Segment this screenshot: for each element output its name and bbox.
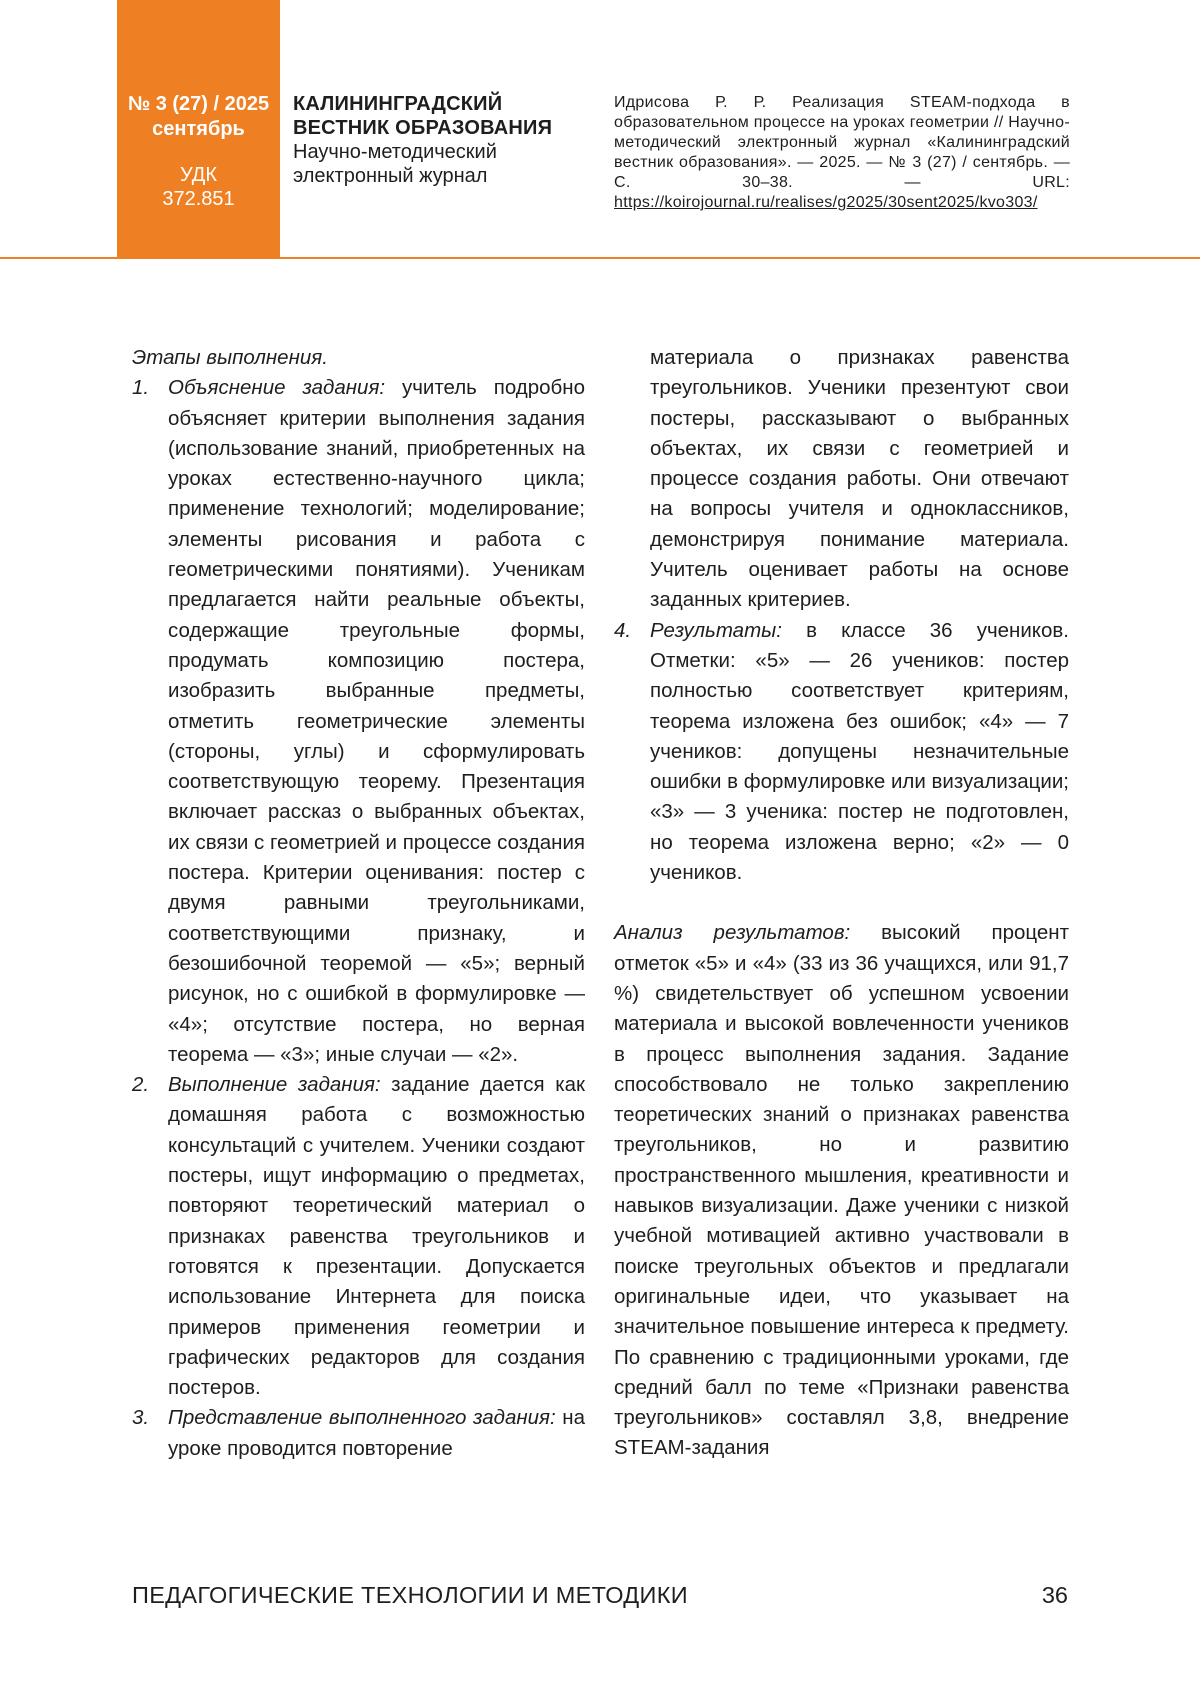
analysis-text: высокий процент отметок «5» и «4» (33 из 36 учащихся, или 91,7 %) свидетельствует об успешном усвоении материала и высокой вовлеченности учеников в процесс выполнения задания. Задание способствовало не только закреплению теоретических знаний о признаках равенства треугольников, но и развитию пространственного мышления, креативности и навыков визуализации. Даже ученики с низкой учебной мотивацией активно участвовали в поиске треугольных объектов и предлагали оригинальные идеи, что указывает на значительное повышение интереса к предмету. По сравнению с традиционными уроками, где средний балл по теме «Признаки равенства треугольников» составлял 3,8, внедрение STEAM-задания [614, 921, 1069, 1460]
issue-number: № 3 (27) / 2025 [127, 93, 270, 115]
udk-code: 372.851 [162, 188, 235, 210]
list-item-text: на уроке проводится повторение [168, 1406, 586, 1460]
page-number: 36 [1041, 1582, 1068, 1608]
journal-title-line2: ВЕСТНИК ОБРАЗОВАНИЯ [293, 117, 553, 139]
journal-subtitle-line2: электронный журнал [293, 165, 488, 187]
paragraph-gap [614, 888, 1069, 918]
stages-list [132, 373, 585, 1464]
journal-masthead [293, 92, 583, 188]
list-item [132, 1403, 585, 1464]
right-column [614, 343, 1069, 1464]
issue-badge [117, 0, 280, 258]
list-item-continuation: материала о признаках равенства треугольников. Ученики презентуют свои постеры, рассказывают о выбранных объектах, их связи с геометрией и процессе создания работы. Они отвечают на вопросы учителя и одноклассников, демонстрируя понимание материала. Учитель оценивает работы на основе заданных критериев. [650, 346, 1069, 612]
issue-month: сентябрь [152, 118, 245, 140]
list-item-number: 3. [132, 1406, 150, 1430]
list-item-label: Результаты: [650, 618, 782, 642]
list-item-text: в классе 36 учеников. Отметки: «5» — 26 учеников: постер полностью соответствует критериям, теорема изложена без ошибок; «4» — 7 учеников: допущены незначительные ошибки в формулировке или визуализации; «3» — 3 ученика: постер не подготовлен, но теорема изложена верно; «2» — 0 учеников. [650, 618, 1069, 885]
analysis-label: Анализ результатов: [614, 921, 851, 945]
list-item [132, 1070, 585, 1403]
list-item-number: 2. [132, 1073, 150, 1097]
left-column [132, 343, 585, 1464]
list-item-label: Объяснение задания: [168, 376, 386, 400]
list-item-number: 1. [132, 376, 150, 400]
stages-heading: Этапы выполнения. [132, 346, 328, 369]
analysis-paragraph [614, 918, 1069, 1463]
list-item [132, 373, 585, 1070]
citation [614, 93, 1070, 213]
list-item-label: Представление выполненного задания: [168, 1406, 556, 1430]
udk-label: УДК [179, 164, 217, 186]
journal-subtitle-line1: Научно-методический [293, 141, 497, 163]
citation-text: Идрисова Р. Р. Реализация STEAM-подхода в образовательном процессе на уроках геометрии // Научно-методический электронный журнал «Калининградский вестник образования». — 2025. — № 3 (27) / сентябрь. — С. 30–38. — URL: [614, 94, 1070, 191]
list-item-label: Выполнение задания: [168, 1073, 381, 1097]
citation-link[interactable]: https://koirojournal.ru/realises/g2025/30sent2025/kvo303/ [614, 194, 1038, 211]
footer-section-title: ПЕДАГОГИЧЕСКИЕ ТЕХНОЛОГИИ И МЕТОДИКИ [132, 1582, 688, 1608]
list-item-text: задание дается как домашняя работа с возможностью консультаций с учителем. Ученики создают постеры, ищут информацию о предметах, повторяют теоретический материал о признаках равенства треугольников и готовятся к презентации. Допускается использование Интернета для поиска примеров применения геометрии и графических редакторов для создания постеров. [168, 1073, 585, 1400]
list-item-number: 4. [614, 618, 632, 642]
header-divider [0, 257, 1200, 259]
list-item-text: учитель подробно объясняет критерии выполнения задания (использование знаний, приобретенных на уроках естественно-научного цикла; применение технологий; моделирование; элементы рисования и работа с геометрическими понятиями). Ученикам предлагается найти реальные объекты, содержащие треугольные формы, продумать композицию постера, изобразить выбранные предметы, отметить геометрические элементы (стороны, углы) и сформулировать соответствующую теорему. Презентация включает рассказ о выбранных объектах, их связи с геометрией и процессе создания постера. Критерии оценивания: постер с двумя равными треугольниками, соответствующими признаку, и безошибочной теоремой — «5»; верный рисунок, но с ошибкой в формулировке — «4»; отсутствие постера, но верная теорема — «3»; иные случаи — «2». [168, 376, 585, 1066]
journal-title-line1: КАЛИНИНГРАДСКИЙ [293, 93, 503, 115]
list-item [614, 616, 1069, 889]
